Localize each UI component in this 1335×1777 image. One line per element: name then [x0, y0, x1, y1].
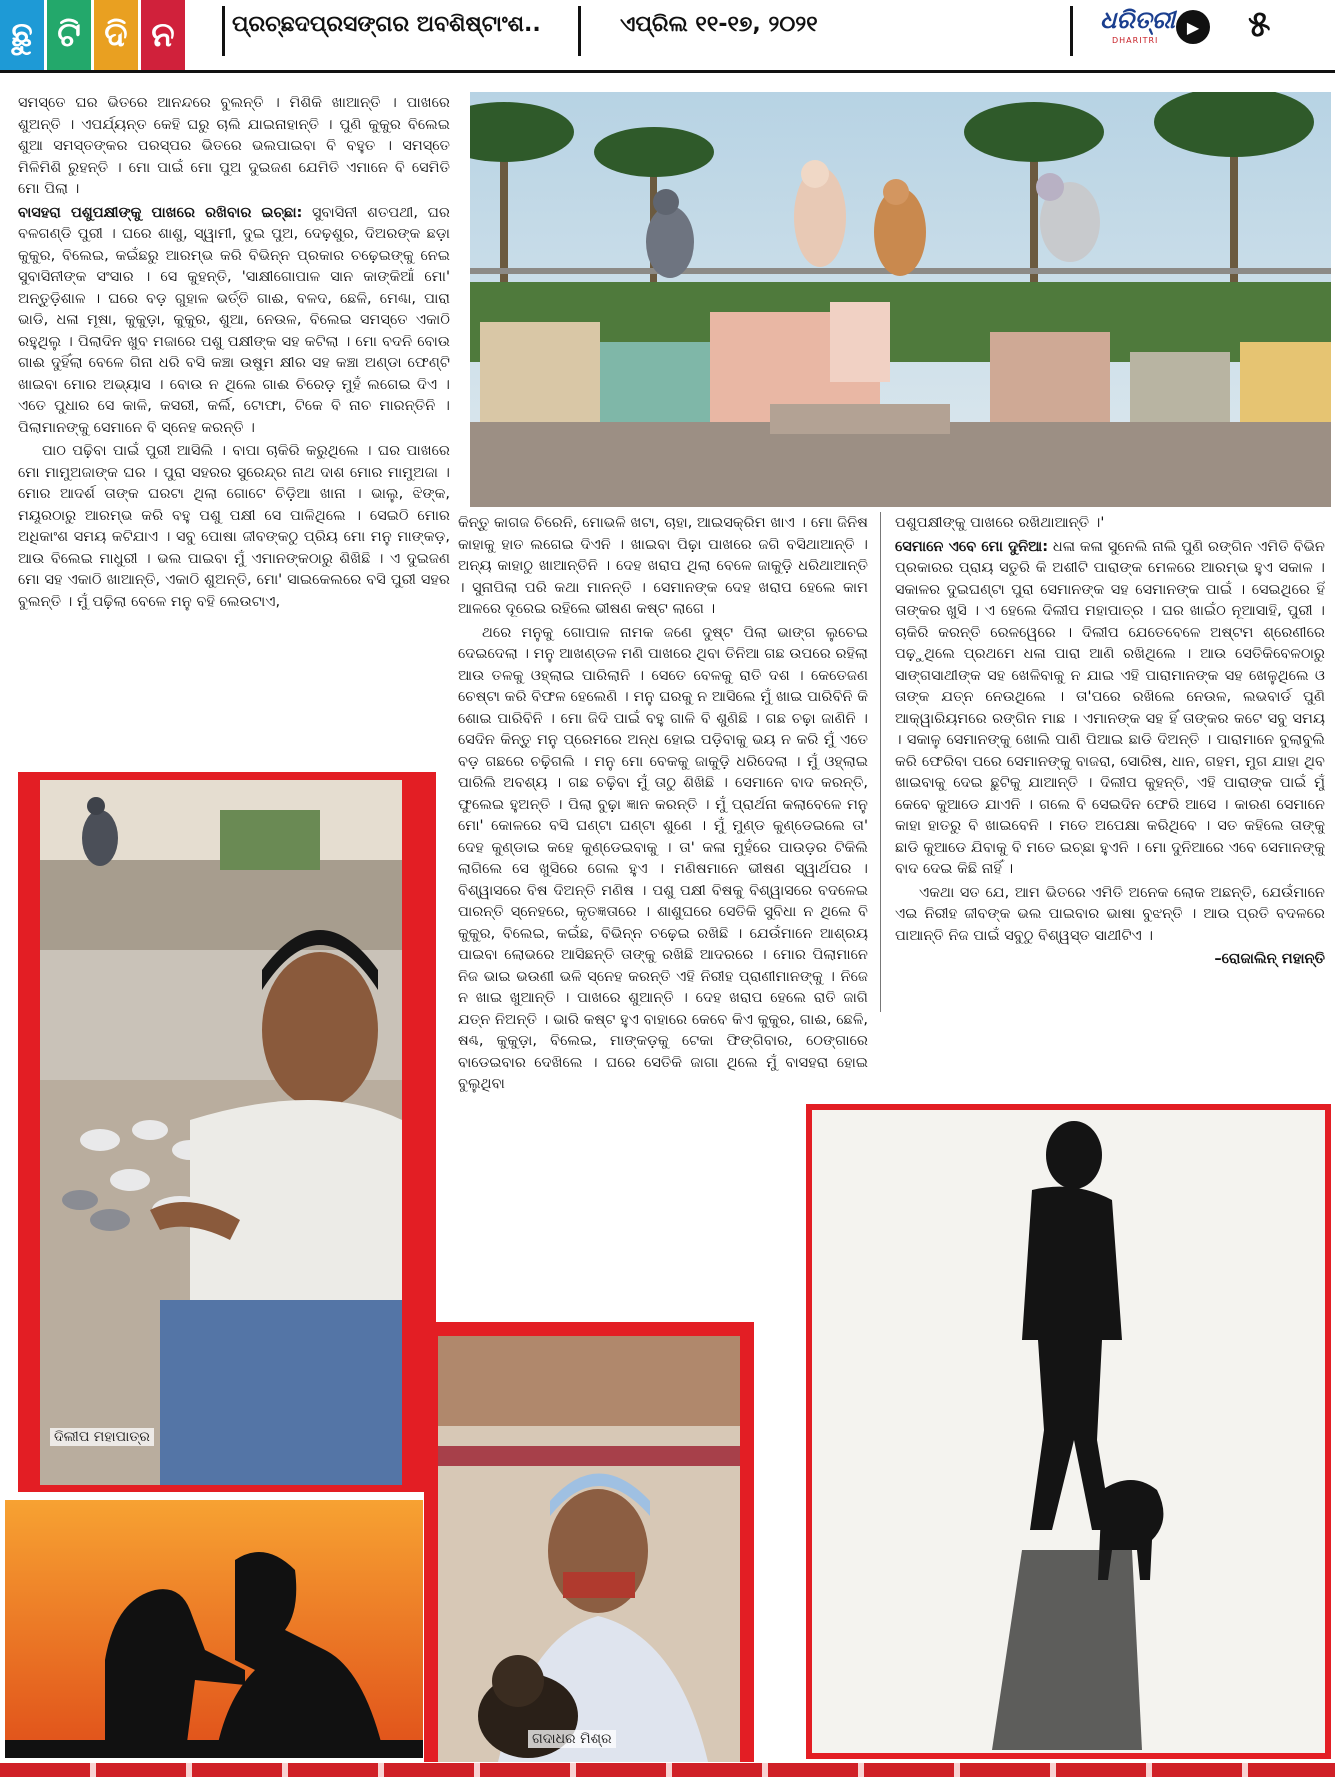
paragraph: କିନ୍ତୁ କାଗଜ ଚିରେନି, ମୋଭଳି ଖଟା, ଚାହା, ଆଇସକ୍ରିମ ଖାଏ । ମୋ ଜିନିଷ କାହାକୁ ହାତ ଲଗେଇ ଦିଏନି । ଖାଇବା ପିଢ଼ା ପାଖରେ ଜଗି ବସିଥାଆନ୍ତି । ଅନ୍ୟ କାହାଠୁ ଖାଆନ୍ତିନି । ଦେହ ଖରାପ ଥିଲା ବେଳେ ଜାକୁଡ଼ି ଧରିଥାଆନ୍ତି । ସୁନାପିଲା ପରି କଥା ମାନନ୍ତି । ସେମାନଙ୍କ ଦେହ ଖରାପ ହେଲେ କାମ ଆଳରେ ଦୂରେଇ ରହିଲେ ଭୀଷଣ କଷ୍ଟ ଲାଗେ । — [458, 514, 868, 617]
byline: –ରୋଜାଲିନ୍ ମହାନ୍ତି — [1214, 950, 1325, 967]
newspaper-brand: ଧରିତ୍ରୀ — [1100, 6, 1175, 34]
play-icon: ▶ — [1176, 10, 1210, 44]
header-rule — [0, 70, 1335, 73]
issue-date: ଏପ୍ରିଲ ୧୧-୧୭, ୨୦୨୧ — [620, 12, 818, 37]
page-number: ୫ — [1248, 4, 1271, 45]
paragraph: ଥରେ ମନୁକୁ ଗୋପାଳ ନାମକ ଜଣେ ଦୁଷ୍ଟ ପିଲା ଭାଙ୍ଗ ଲୁଚେଇ ଦେଇଦେଲା । ମନୁ ଆଖଣ୍ଡଳ ମଣି ପାଖରେ ଥିବା ତିନିଆ ଗଛ ଉପରେ ରହିଲା ଆଉ ତଳକୁ ଓହ୍ଲାଇ ପାରିଲାନି । ସେତେ ବେଳକୁ ରାତି ଦଶ । କେତେଜଣ ଚେଷ୍ଟା କରି ବିଫଳ ହେଲେଣି । ମନୁ ଘରକୁ ନ ଆସିଲେ ମୁଁ ଖାଇ ପାରିବିନି କି ଶୋଇ ପାରିବିନି । ମୋ ଜିଦି ପାଇଁ ବହୁ ଗାଳି ବି ଶୁଣିଛି । ଗଛ ଚଢ଼ା ଜାଣିନି । ସେଦିନ କିନ୍ତୁ ମନୁ ପ୍ରେମରେ ଅନ୍ଧ ହୋଇ ପଡ଼ିବାକୁ ଭୟ ନ କରି ମୁଁ ଏତେ ବଡ଼ ଗଛରେ ଚଢ଼ିଗଲି । ମନୁ ମୋ ବେକକୁ ଜାକୁଡ଼ି ଧରିଦେଲା । ମୁଁ ଓହ୍ଲାଇ ପାରିଲି ଅବଶ୍ୟ । ଗଛ ଚଢ଼ିବା ମୁଁ ତାଠୁ ଶିଖିଛି । ସେମାନେ ବାଦ କରନ୍ତି, ଫୁଲେଇ ହୁଅନ୍ତି । ପିଲା ବୁଢ଼ା ଜ୍ଞାନ କରନ୍ତି । ମୁଁ ପ୍ରାର୍ଥନା କଲାବେଳେ ମନୁ ମୋ' କୋଳରେ ବସି ଘଣ୍ଟା ଘଣ୍ଟା ଶୁଣେ । ମୁଁ ମୁଣ୍ଡ କୁଣ୍ଡେଇଲେ ତା' ଦେହ କୁଣ୍ଡାଇ କହେ କୁଣ୍ଡେଇବାକୁ । ତା' କଳା ମୁହଁରେ ପାଉଡ଼ର ଟିକିଲି ଲାଗିଲେ ସେ ଖୁସିରେ ଗେଲ ହୁଏ । ମଣିଷମାନେ ଭୀଷଣ ସ୍ୱାର୍ଥପର । ବିଶ୍ୱାସରେ ବିଷ ଦିଅନ୍ତି ମଣିଷ । ପଶୁ ପକ୍ଷୀ ବିଷକୁ ବିଶ୍ୱାସରେ ବଦଳେଇ ପାରନ୍ତି ସ୍ନେହରେ, କୃତଜ୍ଞତାରେ । ଶାଶୁଘରେ ସେତିକି ସୁବିଧା ନ ଥିଲେ ବି କୁକୁର, ବିଲେଇ, କଇଁଛ, ବିଭିନ୍ନ ଚଢ଼େଇ ରଖିଛି । ଯେଉଁମାନେ ଆଶ୍ରୟ ପାଇବା ଲୋଭରେ ଆସିଛନ୍ତି ତାଙ୍କୁ ରଖିଛି ଆଦରରେ । ମୋର ପିଲାମାନେ ନିଜ ଭାଇ ଭଉଣୀ ଭଳି ସ୍ନେହ କରନ୍ତି ଏହି ନିରୀହ ପ୍ରାଣୀମାନଙ୍କୁ । ନିଜେ ନ ଖାଇ ଖୁଆନ୍ତି । ପାଖରେ ଶୁଆନ୍ତି । ଦେହ ଖରାପ ହେଲେ ରାତି ଜାଗି ଯତ୍ନ ନିଅନ୍ତି । ଭାରି କଷ୍ଟ ହୁଏ ବାହାରେ କେବେ କିଏ କୁକୁର, ଗାଈ, ଛେଳି, ଷଣ୍ଢ, କୁକୁଡ଼ା, ବିଲେଇ, ମାଙ୍କଡ଼କୁ ଟେକା ଫିଙ୍ଗିବାର, ଠେଙ୍ଗାରେ ବାଡେଇବାର ଦେଖିଲେ । ଘରେ ସେତିକି ଜାଗା ଥିଲେ ମୁଁ ବାସହରା ହୋଇ ବୁଲୁଥିବା — [458, 623, 868, 1092]
paragraph-text: ଧଳା କଳା ସୁନେଲି ନାଲି ପୁଣି ରଙ୍ଗିନ ଏମିତି ବିଭିନ ପ୍ରକାରର ପ୍ରାୟ ସତୁରି କି ଅଶୀଟି ପାରାଙ୍କ ମେଳରେ ଆରମ୍ଭ ହୁଏ ସକାଳ । ସକାଳର ଦୁଇଘଣ୍ଟା ପୁରା ସେମାନଙ୍କ ସହ ସେମାନଙ୍କ ପାଇଁ । ସେଇଥିରେ ହିଁ ତାଙ୍କର ଖୁସି । ଏ ହେଲେ ଦିଲୀପ ମହାପାତ୍ର । ଘର ଖାଇଁଠ ନୂଆସାହି, ପୁରୀ । ଚାକିରି କରନ୍ତି ରେଳୱେରେ । ଦିଲୀପ ଯେତେବେଳେ ଅଷ୍ଟମ ଶ୍ରେଣୀରେ ପଢ଼ୁଥିଲେ ପ୍ରଥମେ ଧଳା ପାରା ଆଣି ରଖିଥିଲେ । ଆଉ ସେତିକିବେଳଠାରୁ ସାଙ୍ଗସାଥୀଙ୍କ ସହ ଖେଳିବାକୁ ନ ଯାଇ ଏହି ପାରାମାନଙ୍କ ସହ ଖେଳୁଥିଲେ ଓ ତାଙ୍କ ଯତ୍ନ ନେଉଥିଲେ । ତା'ପରେ ରଖିଲେ ନେଉଳ, ଲଭବାର୍ଡ ପୁଣି ଆକ୍ୱାରିୟମରେ ରଙ୍ଗିନ ମାଛ । ଏମାନଙ୍କ ସହ ହିଁ ତାଙ୍କର କଟେ ସବୁ ସମୟ । ସକାଳୁ ସେମାନଙ୍କୁ ଖୋଲି ପାଣି ପିଆଇ ଛାଡି ଦିଅନ୍ତି । ପାରାମାନେ ବୁଲାବୁଲି କରି ଫେରିବା ପରେ ସେମାନଙ୍କୁ ବାଜରା, ସୋରିଷ, ଧାନ, ଗହମ, ମୁଗ ଯାହା ଥିବ ଖାଇବାକୁ ଦେଇ ଛୁଟିକୁ ଯାଆନ୍ତି । ଦିଲୀପ କୁହନ୍ତି, ଏହି ପାରାଙ୍କ ପାଇଁ ମୁଁ କେବେ କୁଆଡେ ଯାଏନି । ଗଲେ ବି ସେଇଦିନ ଫେରି ଆସେ । କାରଣ ସେମାନେ କାହା ହାତରୁ ବି ଖାଇବେନି । ମତେ ଅପେକ୍ଷା କରିଥିବେ । ସତ କହିଲେ ତାଙ୍କୁ ଛାଡି କୁଆଡେ ଯିବାକୁ ବି ମତେ ଇଚ୍ଛା ହୁଏନି । ମୋ ଦୁନିଆରେ ଏବେ ସେମାନଙ୍କୁ ବାଦ ଦେଇ କିଛି ନାହିଁ । — [895, 537, 1325, 877]
dilip-photo — [40, 780, 402, 1485]
logo-tile: ନ — [141, 0, 185, 70]
paragraph — [895, 536, 1325, 880]
photo-caption: ଗଦାଧର ମିଶ୍ର — [528, 1730, 616, 1748]
photo-caption: ଦିଲୀପ ମହାପାତ୍ର — [50, 1428, 154, 1446]
masthead — [0, 0, 1335, 70]
logo-tile: ଛୁ — [0, 0, 44, 70]
header-divider — [222, 6, 225, 56]
header-divider — [1070, 6, 1073, 56]
article-column-1 — [18, 92, 450, 762]
footer-strip — [0, 1763, 1335, 1777]
subheading: ବାସହରା ପଶୁପକ୍ଷୀଙ୍କୁ ପାଖରେ ରଖିବାର ଇଚ୍ଛା: — [18, 203, 303, 221]
logo-tile: ଦି — [94, 0, 138, 70]
paragraph: ଏକଥା ସତ ଯେ, ଆମ ଭିତରେ ଏମିତି ଅନେକ ଲୋକ ଅଛନ୍ତି, ଯେଉଁମାନେ ଏଇ ନିରୀହ ଜୀବଙ୍କ ଭଲ ପାଇବାର ଭାଷା ବୁଝନ୍ତି । ଆଉ ପ୍ରତି ବଦଳରେ ପାଆନ୍ତି ନିଜ ପାଇଁ ସବୁଠୁ ବିଶ୍ୱସ୍ତ ସାଥୀଟିଏ । — [895, 883, 1325, 944]
woman-dog-silhouette-photo — [5, 1500, 423, 1758]
column-rule — [880, 512, 881, 1012]
man-dog-silhouette-photo — [812, 1110, 1325, 1753]
section-logo — [0, 0, 188, 70]
paragraph: ସମସ୍ତେ ଘର ଭିତରେ ଆନନ୍ଦରେ ବୁଲନ୍ତି । ମିଶିକି ଖାଆନ୍ତି । ପାଖରେ ଶୁଅନ୍ତି । ଏପର୍ଯ୍ୟନ୍ତ କେହି ଘରୁ ଚାଲି ଯାଇନାହାନ୍ତି । ପୁଣି କୁକୁର ବିଲେଇ ଶୁଆ ସମସ୍ତଙ୍କର ପରସ୍ପର ଭିତରେ ଭଲପାଇବା ବି ବହୁତ । ସମସ୍ତେ ମିଳିମିଶି ରୁହନ୍ତି । ମୋ ପାଇଁ ମୋ ପୁଅ ଦୁଇଜଣ ଯେମିତି ଏମାନେ ବି ସେମିତି ମୋ ପିଲା । — [18, 94, 450, 197]
pigeons-photo — [470, 92, 1331, 507]
logo-tile: ଟି — [47, 0, 91, 70]
subheading: ସେମାନେ ଏବେ ମୋ ଦୁନିଆ: — [895, 537, 1049, 555]
header-divider — [578, 6, 581, 56]
article-column-3 — [895, 512, 1325, 1062]
paragraph: ପାଠ ପଢ଼ିବା ପାଇଁ ପୁରୀ ଆସିଲି । ବାପା ଚାକିରି କରୁଥିଲେ । ଘର ପାଖରେ ମୋ ମାମୁଅଜାଙ୍କ ଘର । ପୁରା ସହରର ସୁରେନ୍ଦ୍ର ନାଥ ଦାଶ ମୋର ମାମୁଅଜା । ମୋର ଆଦର୍ଶ ତାଙ୍କ ଘରଟା ଥିଲା ଗୋଟେ ଚିଡ଼ିଆ ଖାନା । ଭାଲୁ, ଝିଙ୍କ, ମୟୂରଠାରୁ ଆରମ୍ଭ କରି ବହୁ ପଶୁ ପକ୍ଷୀ ସେ ପାଳିଥିଲେ । ସେଇଠି ମୋର ଅଧିକାଂଶ ସମୟ କଟିଯାଏ । ସବୁ ପୋଷା ଜୀବଙ୍କଠୁ ପ୍ରିୟ ମୋ ମନୁ ମାଙ୍କଡ଼, ଆଉ ବିଲେଇ ମାଧୁରୀ । ଭଲ ପାଇବା ମୁଁ ଏମାନଙ୍କଠାରୁ ଶିଖିଛି । ଏ ଦୁଇଜଣ ମୋ ସହ ଏକାଠି ଖାଆନ୍ତି, ଏକାଠି ଶୁଅନ୍ତି, ମୋ' ସାଇକେଲରେ ବସି ପୁରୀ ସହର ବୁଲନ୍ତି । ମୁଁ ପଢ଼ିଲା ବେଳେ ମନୁ ବହି ଲେଉଟାଏ, — [18, 442, 450, 610]
paragraph-text: ସୁବାସିନୀ ଶତପଥୀ, ଘର ବଳଗଣ୍ଡି ପୁରୀ । ଘରେ ଶାଶୁ, ସ୍ୱାମୀ, ଦୁଇ ପୁଅ, ଦେଢ଼ଶୁର, ଦିଅରଙ୍କ ଛଡ଼ା କୁକୁର, ବିଲେଇ, କଇଁଛରୁ ଆରମ୍ଭ କରି ବିଭିନ୍ନ ପ୍ରକାର ଚଢ଼େଇଙ୍କୁ ନେଇ ସୁବାସିନୀଙ୍କ ସଂସାର । ସେ କୁହନ୍ତି, 'ସାକ୍ଷୀଗୋପାଳ ସାନ କାଙ୍କିଆଁ ମୋ' ଅନ୍ତୁଡ଼ିଶାଳ । ଘରେ ବଡ଼ ଗୁହାଳ ଭର୍ତ୍ତି ଗାଈ, ବଳଦ, ଛେଳି, ମେଣ୍ଢା, ପାରା ଭାଡି, ଧଳା ମୂଷା, କୁକୁଡ଼ା, କୁକୁର, ଶୁଆ, ନେଉଳ, ବିଲେଇ ସମସ୍ତେ ଏକାଠି ରହୁଥିଲୁ । ପିଲାଦିନ ଖୁବ ମଜାରେ ପଶୁ ପକ୍ଷୀଙ୍କ ସହ କଟିଲା । ମୋ ବଦନି ବୋଉ ଗାଈ ଦୁହିଁଲା ବେଳେ ଗିନା ଧରି ବସି କଞ୍ଚା ଉଷୁମ କ୍ଷୀର ସହ କଞ୍ଚା ଅଣ୍ଡା ଫେଣ୍ଟି ଖାଇବା ମୋର ଅଭ୍ୟାସ । ବୋଉ ନ ଥିଲେ ଗାଈ ଚିରେଡ଼ ମୁହଁ ଲଗେଇ ଦିଏ । ଏତେ ପୁଧାର ସେ କାଳି, କସରୀ, କର୍ଲି, ଟୋଫା, ଟିକେ ବି ନାଚ ମାରନ୍ତିନି । ପିଲାମାନଙ୍କୁ ସେମାନେ ବି ସ୍ନେହ କରନ୍ତି । — [18, 203, 450, 436]
section-title: ପ୍ରଚ୍ଛଦପ୍ରସଙ୍ଗର ଅବଶିଷ୍ଟାଂଶ.. — [232, 12, 541, 37]
paragraph: ପଶୁପକ୍ଷୀଙ୍କୁ ପାଖରେ ରଖିଥାଆନ୍ତି ।' — [895, 514, 1105, 531]
paragraph — [18, 202, 450, 439]
gadadhar-photo — [438, 1336, 740, 1762]
newspaper-brand-sub: DHARITRI — [1112, 36, 1159, 45]
